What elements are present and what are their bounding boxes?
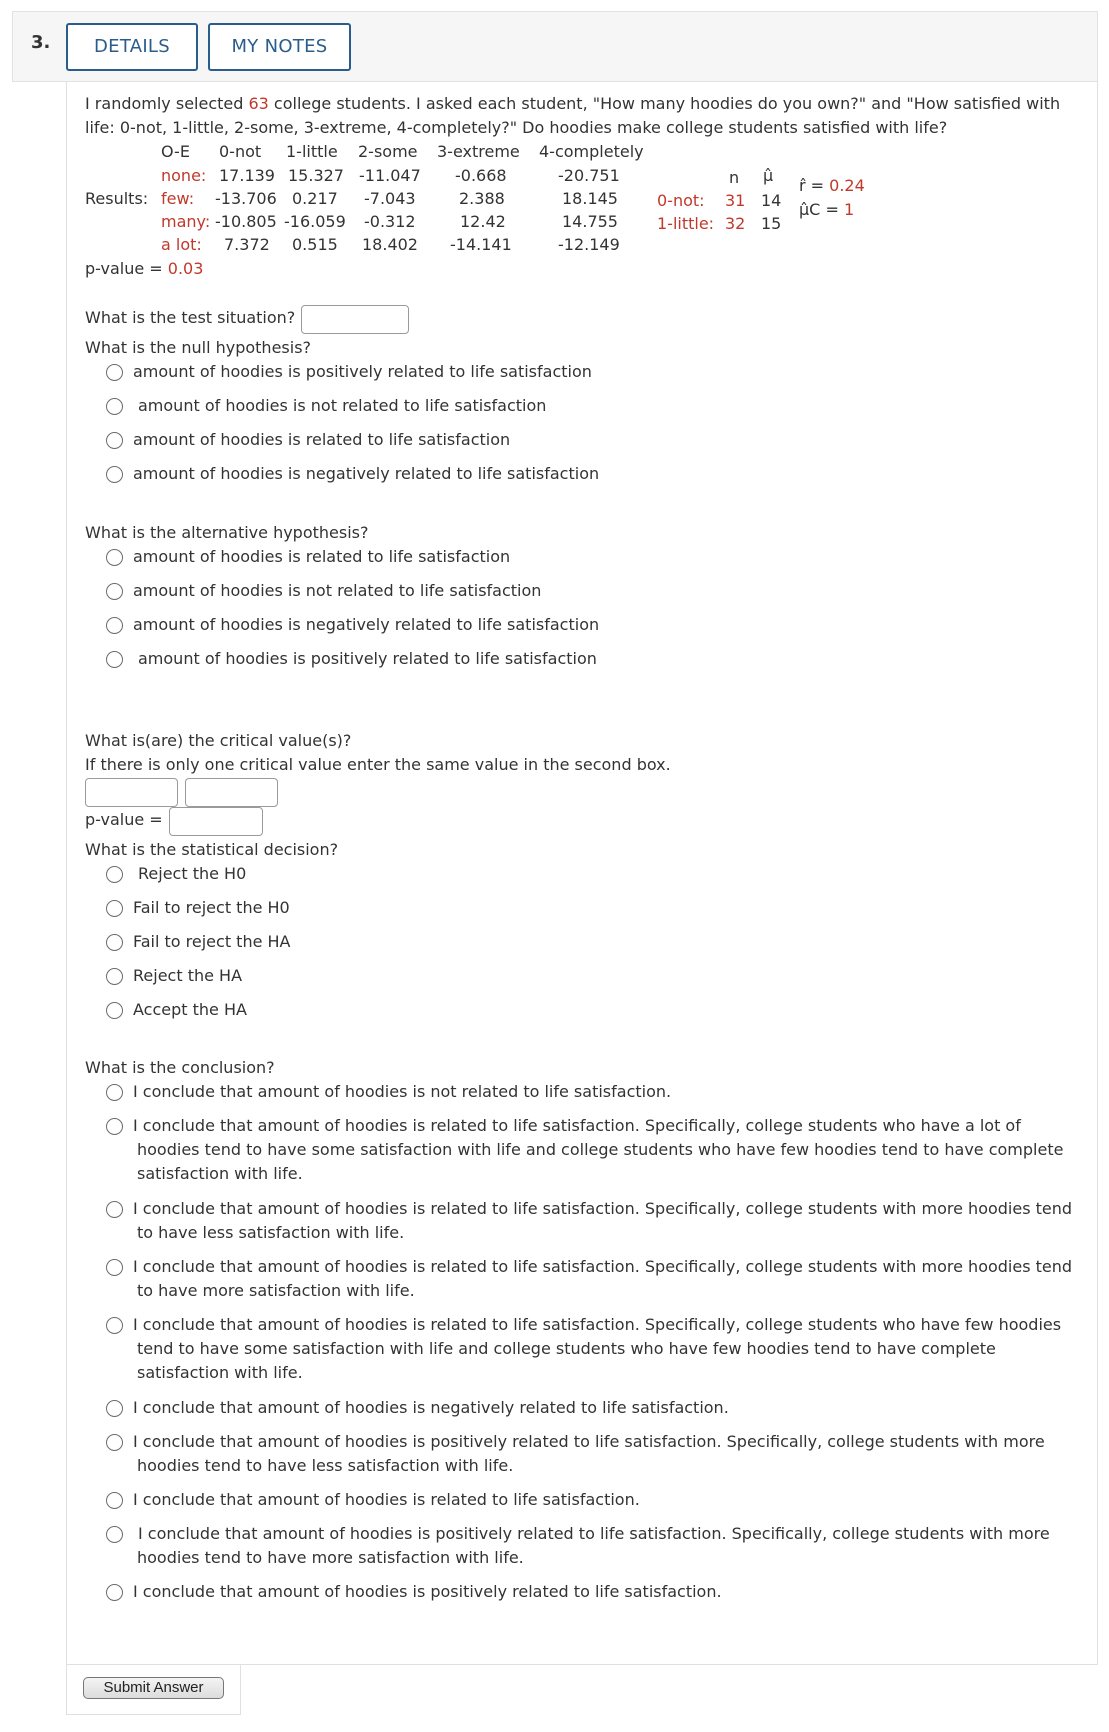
table-cell: -7.043 (364, 189, 416, 208)
table-cell: -0.668 (455, 166, 507, 185)
option-label[interactable]: Reject the HA (133, 966, 243, 985)
option-label[interactable]: I conclude that amount of hoodies is related to life satisfaction. Specifically, college students with more hoodies tend to have more satisfaction with life. (133, 1257, 1073, 1300)
table-cell: -20.751 (558, 166, 620, 185)
mu-c: μ̂C = 1 (799, 200, 855, 219)
table-cell: 2.388 (459, 189, 505, 208)
side-header-mu: μ̂ (763, 166, 774, 185)
col-header: 2-some (358, 142, 418, 161)
table-cell: 14.755 (562, 212, 618, 231)
option-label[interactable]: I conclude that amount of hoodies is positively related to life satisfaction. Specifically, college students with more hoodies tend to have more satisfaction with life. (137, 1524, 1050, 1567)
side-cell: 32 (725, 214, 746, 233)
option-label[interactable]: amount of hoodies is negatively related to life satisfaction (133, 464, 600, 483)
col-header: 0-not (219, 142, 262, 161)
prompt-line-1: I randomly selected 63 college students. I asked each student, "How many hoodies do you own?" and "How satisfied with (85, 94, 1061, 113)
radio-button[interactable] (106, 432, 123, 449)
critical-values-hint: If there is only one critical value enter the same value in the second box. (85, 755, 671, 774)
option-label[interactable]: I conclude that amount of hoodies is related to life satisfaction. Specifically, college students who have few hoodies tend to have some satisfaction with life and college students who have few hoodies tend to have complete satisfaction with life. (133, 1315, 1062, 1382)
col-header: 1-little (286, 142, 338, 161)
option-label[interactable]: Fail to reject the HA (133, 932, 291, 951)
col-header: O-E (161, 142, 190, 161)
question-number: 3. (31, 32, 51, 53)
option-label[interactable]: Accept the HA (133, 1000, 247, 1019)
pvalue-input-label: p-value = (85, 810, 163, 829)
side-header-n: n (729, 168, 740, 187)
radio-button[interactable] (106, 1118, 123, 1135)
table-cell: 7.372 (224, 235, 270, 254)
option-label[interactable]: amount of hoodies is related to life satisfaction (133, 547, 511, 566)
sample-size: 63 (248, 94, 269, 113)
radio-button[interactable] (106, 866, 123, 883)
test-situation-input[interactable] (301, 305, 409, 334)
table-cell: 0.217 (292, 189, 338, 208)
row-label: none: (161, 166, 207, 185)
results-pvalue: p-value = 0.03 (85, 259, 204, 278)
option-label[interactable]: I conclude that amount of hoodies is positively related to life satisfaction. (133, 1582, 722, 1601)
row-label: a lot: (161, 235, 202, 254)
critical-value-input-1[interactable] (85, 778, 178, 807)
radio-button[interactable] (106, 583, 123, 600)
alt-hypothesis-label: What is the alternative hypothesis? (85, 523, 369, 542)
side-cell: 31 (725, 191, 746, 210)
table-cell: -13.706 (215, 189, 277, 208)
table-cell: -10.805 (215, 212, 277, 231)
option-label[interactable]: Fail to reject the H0 (133, 898, 290, 917)
row-label: many: (161, 212, 211, 231)
radio-button[interactable] (106, 1584, 123, 1601)
table-cell: -14.141 (450, 235, 512, 254)
critical-values-label: What is(are) the critical value(s)? (85, 731, 352, 750)
radio-button[interactable] (106, 934, 123, 951)
test-situation-label: What is the test situation? (85, 308, 296, 327)
option-label[interactable]: amount of hoodies is positively related to life satisfaction (138, 649, 597, 668)
side-cell: 15 (761, 214, 782, 233)
radio-button[interactable] (106, 1492, 123, 1509)
table-cell: 18.145 (562, 189, 618, 208)
table-cell: -16.059 (284, 212, 346, 231)
option-label[interactable]: Reject the H0 (138, 864, 247, 883)
my-notes-button[interactable]: MY NOTES (208, 23, 351, 71)
table-cell: -11.047 (359, 166, 421, 185)
option-label[interactable]: amount of hoodies is related to life satisfaction (133, 430, 511, 449)
row-label: few: (161, 189, 195, 208)
option-label[interactable]: amount of hoodies is not related to life satisfaction (133, 581, 542, 600)
radio-button[interactable] (106, 1084, 123, 1101)
radio-button[interactable] (106, 1400, 123, 1417)
null-hypothesis-label: What is the null hypothesis? (85, 338, 312, 357)
col-header: 3-extreme (437, 142, 520, 161)
option-label[interactable]: amount of hoodies is negatively related to life satisfaction (133, 615, 600, 634)
radio-button[interactable] (106, 1434, 123, 1451)
radio-button[interactable] (106, 364, 123, 381)
radio-button[interactable] (106, 617, 123, 634)
decision-label: What is the statistical decision? (85, 840, 339, 859)
radio-button[interactable] (106, 398, 123, 415)
table-cell: -0.312 (364, 212, 416, 231)
r-hat: r̂ = 0.24 (799, 176, 865, 195)
radio-button[interactable] (106, 651, 123, 668)
col-header: 4-completely (539, 142, 644, 161)
details-button[interactable]: DETAILS (66, 23, 198, 71)
option-label[interactable]: I conclude that amount of hoodies is related to life satisfaction. Specifically, college students with more hoodies tend to have less satisfaction with life. (133, 1199, 1073, 1242)
table-cell: -12.149 (558, 235, 620, 254)
radio-button[interactable] (106, 549, 123, 566)
option-label[interactable]: amount of hoodies is not related to life satisfaction (138, 396, 547, 415)
table-cell: 15.327 (288, 166, 344, 185)
critical-value-input-2[interactable] (185, 778, 278, 807)
option-label[interactable]: I conclude that amount of hoodies is related to life satisfaction. (133, 1490, 640, 1509)
prompt-line-2: life: 0-not, 1-little, 2-some, 3-extreme, 4-completely?" Do hoodies make college students satisfied with life? (85, 118, 948, 137)
table-cell: 17.139 (219, 166, 275, 185)
table-cell: 0.515 (292, 235, 338, 254)
conclusion-label: What is the conclusion? (85, 1058, 275, 1077)
option-label[interactable]: I conclude that amount of hoodies is related to life satisfaction. Specifically, college students who have a lot of hoodies tend to have some satisfaction with life and college students who have few hoodies tend to have complete satisfaction with life. (133, 1116, 1064, 1183)
results-label: Results: (85, 189, 149, 208)
option-label[interactable]: I conclude that amount of hoodies is not related to life satisfaction. (133, 1082, 672, 1101)
radio-button[interactable] (106, 968, 123, 985)
side-row-label: 1-little: (657, 214, 715, 233)
pvalue-input[interactable] (169, 807, 263, 836)
radio-button[interactable] (106, 1526, 123, 1543)
submit-answer-button[interactable]: Submit Answer (83, 1677, 224, 1699)
option-label[interactable]: amount of hoodies is positively related to life satisfaction (133, 362, 592, 381)
table-cell: 12.42 (460, 212, 506, 231)
radio-button[interactable] (106, 1002, 123, 1019)
radio-button[interactable] (106, 1201, 123, 1218)
radio-button[interactable] (106, 1259, 123, 1276)
table-cell: 18.402 (362, 235, 418, 254)
radio-button[interactable] (106, 900, 123, 917)
option-label[interactable]: I conclude that amount of hoodies is positively related to life satisfaction. Specifically, college students with more hoodies tend to have less satisfaction with life. (133, 1432, 1045, 1475)
side-row-label: 0-not: (657, 191, 705, 210)
question-header (12, 11, 1098, 82)
option-label[interactable]: I conclude that amount of hoodies is negatively related to life satisfaction. (133, 1398, 729, 1417)
radio-button[interactable] (106, 1317, 123, 1334)
side-cell: 14 (761, 191, 782, 210)
radio-button[interactable] (106, 466, 123, 483)
